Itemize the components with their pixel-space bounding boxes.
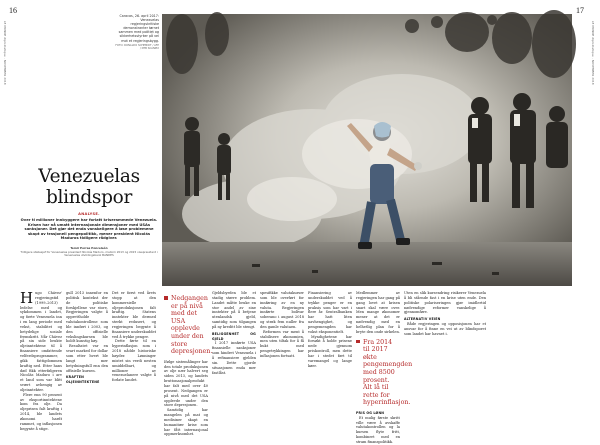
body-column-6 <box>260 291 304 423</box>
body-column-3 <box>112 291 156 423</box>
body-column-9 <box>404 291 486 423</box>
protest-photo-illustration <box>162 14 572 286</box>
standfirst: Over ti millioner innbyggere har forlatt kriserammede Venezuela. Krisen har nå umatt internasjonale dimensjoner med USAs sanksjoner. Det gjør det enda vanskeligere å løse problemene skapt av trasjonell pengepolitikk, mener president Nicolás Maduros tidligere rådgiver. <box>20 218 158 241</box>
body-column-1 <box>20 289 62 431</box>
headline-line-2: blindspor <box>45 187 133 208</box>
body-paragraph: Samtidig har mangelen på mat og medisiner skapt en humanitær krise som har fått internasjonal oppmerksomhet. <box>164 408 208 437</box>
body-paragraph: Uten en slik kursendring risikerer Venezuela å bli stående fast i en krise uten ende. Den politiske polariseringen gjør imidlertid nødvendige reformer vanskelige å gjennomføre. <box>404 291 486 315</box>
running-head-right: LE MONDE diplomatique · NOVEMBER 2018 <box>591 21 594 85</box>
byline <box>20 247 158 258</box>
page-number-right: 17 <box>576 6 584 15</box>
pull-quote: Nedgangen er på nivå med det USA opplevde under den store depresjonen. <box>164 295 208 356</box>
body-column-7 <box>308 291 352 423</box>
body-paragraph: gull 2013 innenfor en politisk kontekst der de politiske forskjellene var store. Regjeringen valgte å opprettholde valutakontrollene som ble innført i 2003, og den offisielle vekslingskursen ble holdt kunstig høy. <box>66 291 108 344</box>
subheading: KRAFTEN OLJEINNTEKTENE <box>66 375 100 385</box>
body-paragraph: Ifølge sistemålinger har den totale produksjonen av olje nær halvert seg siden 2013, og landets bruttonasjonalprodukt har falt med over 40 prosent. Nedgangen er på nivå med det USA opplevde under den store depresjonen. <box>164 359 208 408</box>
body-paragraph: Dette førte til en hyperinflasjon som i 2018 nådde historiske høyder. Lønninger mistet sin verdi nesten umiddelbart, og millioner av venezuelanere valgte å forlate landet. <box>112 339 156 383</box>
body-paragraph: Flere enn 90 prosent av eksportinntektene kom fra olje. Da oljeprisen falt kraftig i 2014, ble landets økonomi hardt rammet, og inflasjonen begynte å stige. <box>20 392 62 431</box>
photo-caption <box>115 14 159 50</box>
running-head-left: LE MONDE diplomatique · NOVEMBER 2018 <box>3 21 6 85</box>
author-name: Temir Porras Ponceleón <box>70 246 108 250</box>
body-paragraph: I 2017 innførte USA finansielle sanksjoner som hindret Venezuela i å refinansiere gjelden sin. Dette gjorde situasjonen enda mer fastlåst. <box>212 341 256 375</box>
author-bio: Tidligere stabssjef for Venezuelas president Nicolás Maduro, mellom 2013 og 2015 visepresident i Venezuelas utviklingsbank BANDES <box>20 249 158 257</box>
photo-credit: FOTO: RONALDO SCHEMIDT / AFP / NTB SCANPIX <box>115 43 159 50</box>
body-column-2 <box>66 291 108 423</box>
kicker-label: ANALYSE. <box>78 212 100 216</box>
body-paragraph: Reformen var ment å stabilisere økonomien, men uten tiltak for å få bukt med pengetrykkingen har inflasjonen fortsatt. <box>260 329 304 358</box>
body-paragraph: Gjeldsbyrden ble et stadig større problem. Landet måtte bruke en stor andel av sine inntekter på å betjene utenlandsk gjeld, samtidig som tilgangen på ny kreditt ble stengt. <box>212 291 256 329</box>
body-paragraph: Medlemmer av regjeringen har gang på gang lovet at krisen snart skal være over. Men mange økonomer mener at det er nødvendig med en helhetlig plan for å bryte den onde sirkelen. <box>356 291 400 334</box>
body-paragraph: Finansiering av underskuddet ved å trykke penger er en praksis som har vart i flere år. Sentralbanken har hatt liten uavhengighet, og pengemengden har vokst eksponentielt. <box>308 291 352 334</box>
body-paragraph: Resultatet var en svart marked for dollar som etter hvert ble langt mer betydningsfull enn den offisielle kursen. <box>66 344 108 373</box>
protest-photo <box>162 14 572 286</box>
body-paragraph: Hugo Chávez' regjeringstid (1999–2013) ledelse med og sykdommen i landet, og førte Venezuela inn i en lang periode med vekst, stabilitet og betydelige sosiale fremskritt. Når Chávez på sin side brukte oljeinntektene til å finansiere omfattende velferdsprogrammer, gikk fattigdommen kraftig ned. Etter hans død fikk etterfølgeren Nicolás Maduro i arv et land som var blitt svært avhengig av oljeinntekter. <box>20 289 62 392</box>
subheading: PRIS OG LØNN <box>356 410 385 415</box>
body-paragraph: Et mulig første skritt ville være å avskaffe valutakontrollen og la kursen flyte fritt, kombinert med en stram finanspolitikk. <box>356 415 400 444</box>
body-paragraph: Det er først ved årets stopp at den kommersielle oljeproduksjonen falt kraftig. Statens inntekter ble dermed sterkt redusert, og regjeringen begynte å finansiere underskuddet ved å trykke penger. <box>112 291 156 339</box>
drop-cap: H <box>20 289 34 307</box>
body-column-8 <box>356 291 413 444</box>
body-paragraph: Både regjeringen og opposisjonen har et ansvar for å finne en vei ut av blindsporet som landet har havnet i. <box>404 322 486 336</box>
photo-caption-text: Caracas, 26. april 2017: Venezuelas regjeringskritiske demonstranter tørnet sammen med politiet og sikkerhetsstyrker på vei mot et regjeringsbygg. <box>118 14 159 43</box>
body-column-4 <box>164 291 213 437</box>
subheading: BELIGGENHET OG GJELD <box>212 331 256 341</box>
headline-line-1: Venezuelas <box>38 166 140 187</box>
subheading: ALTERNATIV VEIEN <box>404 317 441 322</box>
body-column-5 <box>212 291 256 423</box>
body-paragraph: Myndighetene har forsøkt å holde prisene nede gjennom priskontroll, men dette har i stedet ført til varemangel og lange køer. <box>308 334 352 368</box>
body-paragraph: spesifikke valutakurser som ble overført for innføring av en ny valuta. Regjeringen innførte bolívar soberano i august 2018 og strøk fem nuller fra den gamle valutaen. <box>260 291 304 329</box>
page-number-left: 16 <box>9 6 17 15</box>
pull-quote: Fra 2014 til 2017 økte pengemengden med 8500 prosent. Alt lå til rette for hyperinflasjon. <box>356 339 400 407</box>
headline <box>20 166 158 208</box>
